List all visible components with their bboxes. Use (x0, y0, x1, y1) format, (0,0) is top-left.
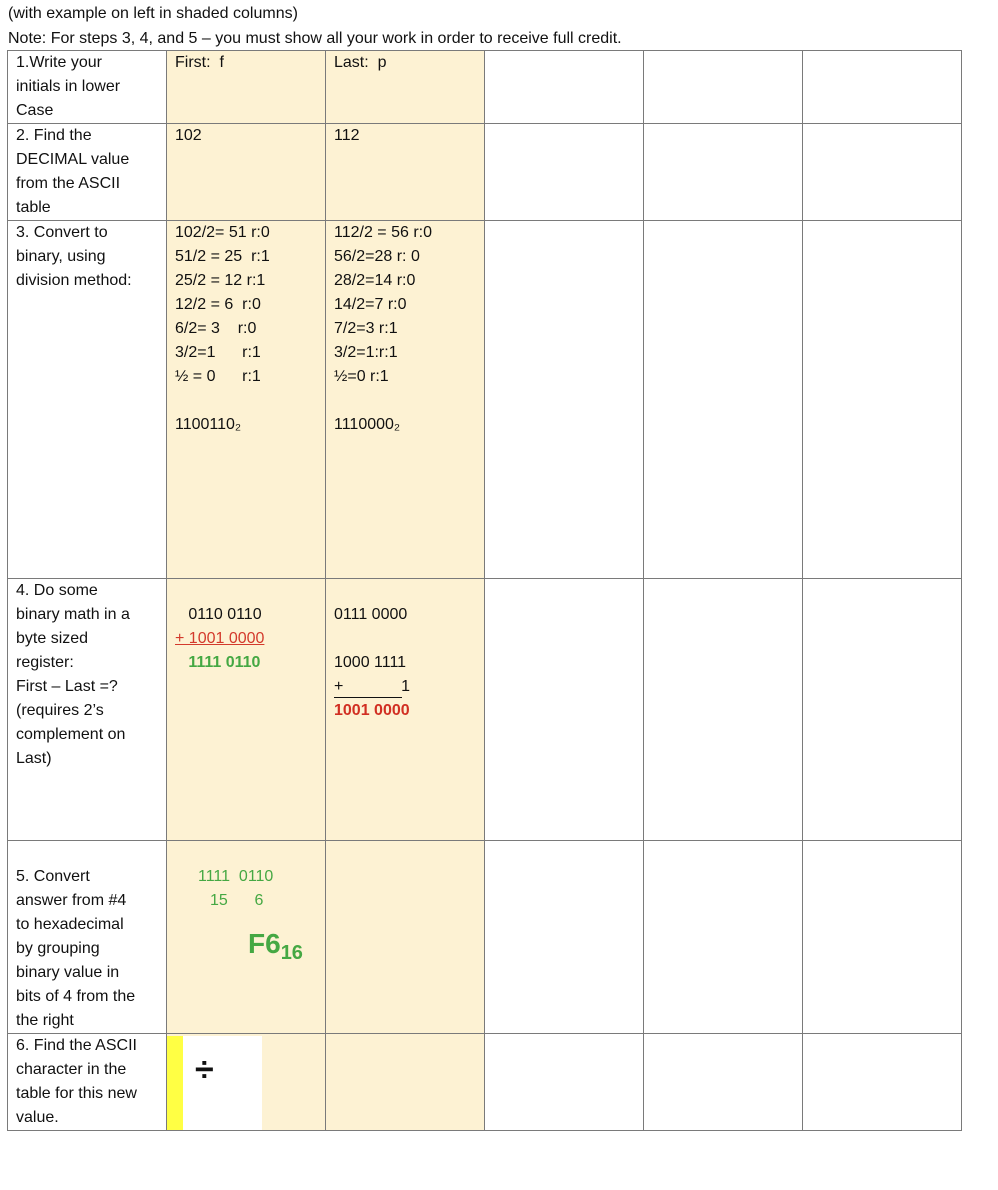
division-step: ½=0 r:1 (334, 368, 389, 385)
first-initial: First: f (175, 54, 224, 71)
label-ascii (8, 1034, 167, 1131)
label-line: bits of 4 from the (16, 988, 136, 1005)
worksheet-table (7, 50, 962, 1131)
label-hex (8, 841, 167, 1034)
label-line: binary value in (16, 964, 120, 981)
blank-cell[interactable] (485, 579, 644, 841)
inverted-value: 1000 1111 (334, 654, 407, 671)
blank-cell[interactable] (485, 1034, 644, 1131)
first-addition-cell (167, 579, 326, 841)
label-line: to hexadecimal (16, 916, 124, 933)
label-line: 4. Do some (16, 582, 98, 599)
label-line: Last) (16, 750, 52, 767)
label-line: binary math in a (16, 606, 130, 623)
last-ascii-cell (326, 1034, 485, 1131)
blank-cell[interactable] (803, 579, 962, 841)
row-binary (8, 221, 962, 579)
label-line: answer from #4 (16, 892, 127, 909)
label-line: register: (16, 654, 74, 671)
ascii-char-image (167, 1034, 325, 1128)
label-line: First – Last =? (16, 678, 118, 695)
division-step: 112/2 = 56 r:0 (334, 224, 432, 241)
blank-cell[interactable] (803, 124, 962, 221)
operand-b: + 1001 0000 (175, 630, 265, 647)
label-line: by grouping (16, 940, 100, 957)
original-value: 0111 0000 (334, 606, 408, 623)
label-line: DECIMAL value (16, 151, 130, 168)
label-binary-math (8, 579, 167, 841)
division-step: 56/2=28 r: 0 (334, 248, 420, 265)
last-division-cell (326, 221, 485, 579)
operand-a: 0110 0110 (175, 606, 262, 623)
blank-cell[interactable] (644, 221, 803, 579)
label-line: 2. Find the (16, 127, 92, 144)
blank-cell[interactable] (644, 841, 803, 1034)
label-initials (8, 51, 167, 124)
last-initial: Last: p (334, 54, 387, 71)
row-binary-math (8, 579, 962, 841)
label-line: initials in lower (16, 78, 121, 95)
hex-result: $F6_{16}$ (248, 928, 303, 964)
division-step: 102/2= 51 r:0 (175, 224, 270, 241)
label-line: byte sized (16, 630, 89, 647)
blank-cell[interactable] (803, 51, 962, 124)
sum-result: 1111 0110 (175, 654, 261, 671)
label-binary (8, 221, 167, 579)
instruction-line: (with example on left in shaded columns) (8, 5, 298, 22)
division-step: 3/2=1:r:1 (334, 344, 398, 361)
highlight-bar (167, 1036, 184, 1130)
last-decimal-cell (326, 124, 485, 221)
first-decimal: 102 (175, 127, 202, 144)
label-line: (requires 2’s (16, 702, 104, 719)
first-hex-cell (167, 841, 326, 1034)
label-decimal (8, 124, 167, 221)
label-line: table for this new (16, 1085, 137, 1102)
row-ascii (8, 1034, 962, 1131)
last-initial-cell (326, 51, 485, 124)
first-initial-cell (167, 51, 326, 124)
label-line: division method: (16, 272, 132, 289)
blank-cell[interactable] (485, 221, 644, 579)
label-line: character in the (16, 1061, 127, 1078)
first-decimal-cell (167, 124, 326, 221)
last-hex-cell (326, 841, 485, 1034)
division-step: 51/2 = 25 r:1 (175, 248, 270, 265)
row-hex (8, 841, 962, 1034)
binary-result: 1100110₂ (175, 416, 242, 433)
division-step: 12/2 = 6 r:0 (175, 296, 261, 313)
label-line: complement on (16, 726, 126, 743)
division-step: ½ = 0 r:1 (175, 368, 261, 385)
nibble-values: 15 6 (210, 892, 264, 909)
division-sign-glyph: ÷ (195, 1051, 214, 1089)
bit-groups: 1111 0110 (198, 868, 274, 885)
blank-cell[interactable] (803, 221, 962, 579)
label-line: Case (16, 102, 54, 119)
division-step: 6/2= 3 r:0 (175, 320, 257, 337)
label-line: value. (16, 1109, 59, 1126)
blank-cell[interactable] (803, 841, 962, 1034)
last-complement-cell (326, 579, 485, 841)
row-initials (8, 51, 962, 124)
blank-cell[interactable] (485, 841, 644, 1034)
last-decimal: 112 (334, 127, 360, 144)
division-step: 3/2=1 r:1 (175, 344, 261, 361)
division-step: 7/2=3 r:1 (334, 320, 398, 337)
first-division-cell (167, 221, 326, 579)
blank-cell[interactable] (644, 124, 803, 221)
label-line: from the ASCII (16, 175, 121, 192)
label-line: 1.Write your (16, 54, 102, 71)
blank-cell[interactable] (644, 51, 803, 124)
label-line: 3. Convert to (16, 224, 108, 241)
label-line: the right (16, 1012, 74, 1029)
division-step: 14/2=7 r:0 (334, 296, 407, 313)
blank-cell[interactable] (644, 579, 803, 841)
plus-one: + 1 (334, 677, 402, 698)
division-step: 28/2=14 r:0 (334, 272, 416, 289)
first-ascii-cell (167, 1034, 326, 1131)
note-line: Note: For steps 3, 4, and 5 – you must show all your work in order to receive full credit. (8, 30, 622, 47)
blank-cell[interactable] (485, 51, 644, 124)
blank-cell[interactable] (803, 1034, 962, 1131)
division-step: 25/2 = 12 r:1 (175, 272, 266, 289)
blank-cell[interactable] (644, 1034, 803, 1131)
label-line: table (16, 199, 51, 216)
twos-complement: 1001 0000 (334, 702, 410, 719)
label-line: binary, using (16, 248, 106, 265)
blank-cell[interactable] (485, 124, 644, 221)
binary-result: 1110000₂ (334, 416, 401, 433)
row-decimal (8, 124, 962, 221)
label-line: 5. Convert (16, 868, 90, 885)
label-line: 6. Find the ASCII (16, 1037, 137, 1054)
